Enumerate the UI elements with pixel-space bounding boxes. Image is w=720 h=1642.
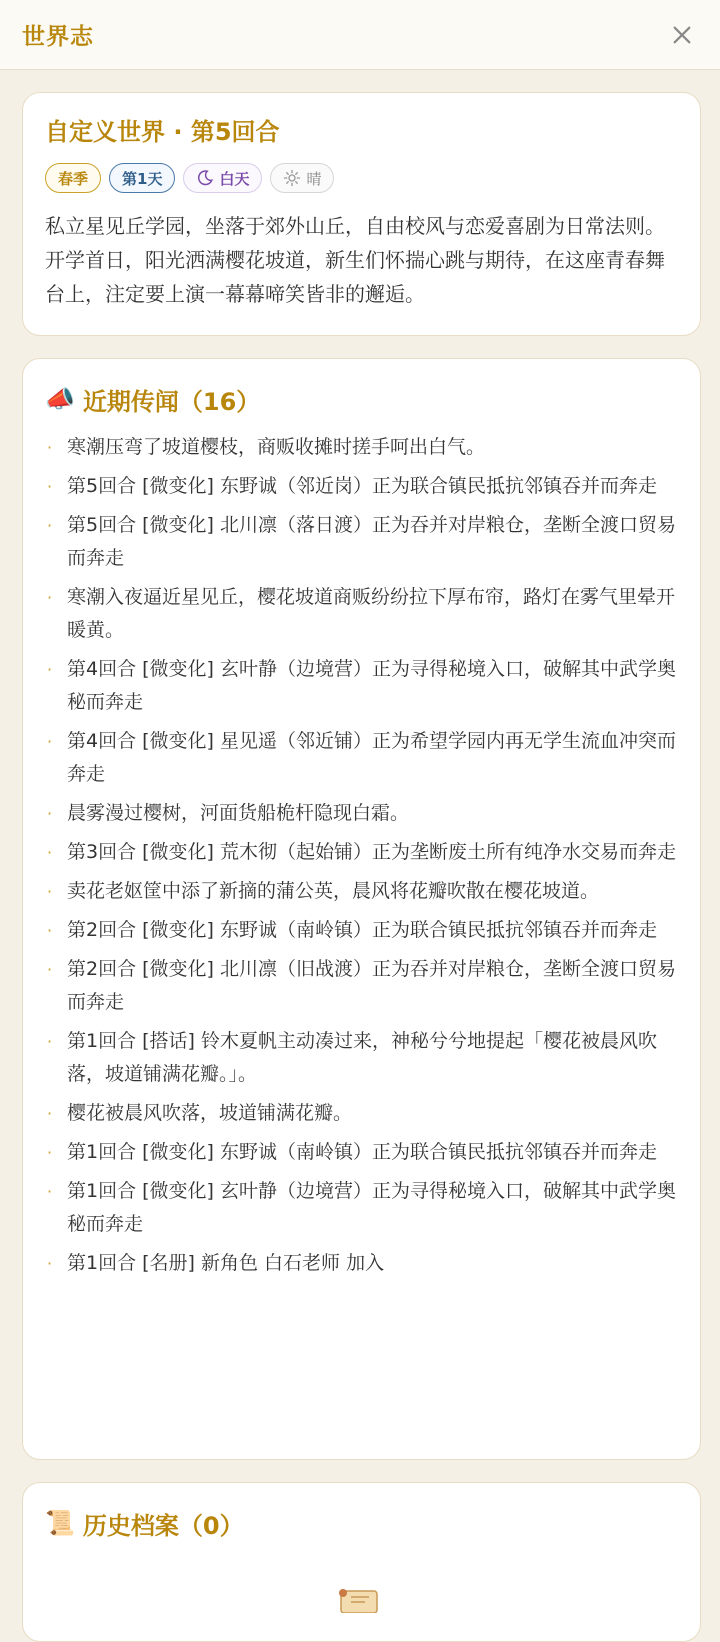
history-title: 历史档案（0） bbox=[82, 1511, 244, 1540]
rumor-text: 第5回合 [微变化] 北川凛（落日渡）正为吞并对岸粮仓，垄断全渡口贸易而奔走 bbox=[67, 514, 676, 569]
bullet-icon: · bbox=[47, 516, 53, 535]
rumor-item bbox=[45, 875, 678, 908]
bullet-icon: · bbox=[47, 588, 53, 607]
rumor-list bbox=[45, 431, 678, 1280]
rumors-title: 近期传闻（16） bbox=[82, 387, 261, 416]
close-icon bbox=[671, 24, 693, 46]
rumor-text: 第1回合 [搭话] 铃木夏帆主动凑过来，神秘兮兮地提起「樱花被晨风吹落，坡道铺满花瓣。」。 bbox=[67, 1030, 657, 1085]
world-description: 私立星见丘学园，坐落于郊外山丘，自由校风与恋爱喜剧为日常法则。开学首日，阳光洒满樱花坡道，新生们怀揣心跳与期待，在这座青春舞台上，注定要上演一幕幕啼笑皆非的邂逅。 bbox=[45, 214, 665, 306]
rumor-item bbox=[45, 470, 678, 503]
bullet-icon: · bbox=[47, 1143, 53, 1162]
empty-scroll-icon bbox=[335, 1583, 383, 1613]
bullet-icon: · bbox=[47, 1182, 53, 1201]
rumors-header bbox=[45, 381, 678, 417]
day-badge bbox=[109, 163, 175, 193]
rumor-text: 寒潮入夜逼近星见丘，樱花坡道商贩纷纷拉下厚布帘，路灯在雾气里晕开暖黄。 bbox=[67, 586, 676, 641]
scroll-icon: 📜 bbox=[45, 1509, 75, 1537]
world-title: 自定义世界 · 第5回合 bbox=[45, 118, 280, 146]
rumor-text: 樱花被晨风吹落，坡道铺满花瓣。 bbox=[67, 1102, 353, 1124]
rumor-item bbox=[45, 509, 678, 575]
rumors-card bbox=[22, 358, 701, 1460]
weather-label: 晴 bbox=[306, 169, 322, 188]
rumor-text: 第3回合 [微变化] 荒木彻（起始铺）正为垄断废土所有纯净水交易而奔走 bbox=[67, 841, 676, 863]
rumor-item bbox=[45, 1025, 678, 1091]
rumor-item bbox=[45, 653, 678, 719]
rumor-item bbox=[45, 431, 678, 464]
world-tags bbox=[45, 163, 678, 195]
world-info-card bbox=[22, 92, 701, 336]
bullet-icon: · bbox=[47, 843, 53, 862]
rumor-item bbox=[45, 1097, 678, 1130]
time-label: 白天 bbox=[219, 169, 250, 188]
rumor-item bbox=[45, 1247, 678, 1280]
bullet-icon: · bbox=[47, 804, 53, 823]
bullet-icon: · bbox=[47, 660, 53, 679]
rumor-text: 第1回合 [微变化] 玄叶静（边境营）正为寻得秘境入口，破解其中武学奥秘而奔走 bbox=[67, 1180, 676, 1235]
rumor-item bbox=[45, 914, 678, 947]
rumor-text: 卖花老妪筐中添了新摘的蒲公英，晨风将花瓣吹散在樱花坡道。 bbox=[67, 880, 600, 902]
close-button[interactable] bbox=[666, 19, 698, 51]
rumor-item bbox=[45, 581, 678, 647]
bullet-icon: · bbox=[47, 882, 53, 901]
season-label: 春季 bbox=[58, 169, 89, 188]
history-card bbox=[22, 1482, 701, 1642]
megaphone-icon: 📣 bbox=[45, 385, 75, 413]
bullet-icon: · bbox=[47, 1254, 53, 1273]
bullet-icon: · bbox=[47, 438, 53, 457]
weather-badge bbox=[270, 163, 334, 193]
rumor-item bbox=[45, 725, 678, 791]
bullet-icon: · bbox=[47, 1104, 53, 1123]
bullet-icon: · bbox=[47, 960, 53, 979]
rumor-item bbox=[45, 836, 678, 869]
rumor-text: 第4回合 [微变化] 玄叶静（边境营）正为寻得秘境入口，破解其中武学奥秘而奔走 bbox=[67, 658, 676, 713]
page-title: 世界志 bbox=[22, 24, 94, 50]
app-header bbox=[0, 0, 720, 70]
rumor-text: 第2回合 [微变化] 北川凛（旧战渡）正为吞并对岸粮仓，垄断全渡口贸易而奔走 bbox=[67, 958, 676, 1013]
season-badge bbox=[45, 163, 101, 193]
time-badge bbox=[183, 163, 262, 193]
rumor-text: 第5回合 [微变化] 东野诚（邻近岗）正为联合镇民抵抗邻镇吞并而奔走 bbox=[67, 475, 657, 497]
rumor-item bbox=[45, 953, 678, 1019]
bullet-icon: · bbox=[47, 732, 53, 751]
bullet-icon: · bbox=[47, 477, 53, 496]
rumor-text: 晨雾漫过樱树，河面货船桅杆隐现白霜。 bbox=[67, 802, 410, 824]
rumor-text: 第2回合 [微变化] 东野诚（南岭镇）正为联合镇民抵抗邻镇吞并而奔走 bbox=[67, 919, 657, 941]
history-header bbox=[45, 1505, 678, 1541]
rumor-item bbox=[45, 1175, 678, 1241]
day-label: 第1天 bbox=[122, 169, 163, 188]
rumor-text: 第1回合 [名册] 新角色 白石老师 加入 bbox=[67, 1252, 385, 1274]
bullet-icon: · bbox=[47, 921, 53, 940]
sun-icon bbox=[283, 169, 301, 187]
rumor-text: 第4回合 [微变化] 星见遥（邻近铺）正为希望学园内再无学生流血冲突而奔走 bbox=[67, 730, 676, 785]
rumor-text: 寒潮压弯了坡道樱枝，商贩收摊时搓手呵出白气。 bbox=[67, 436, 486, 458]
moon-icon bbox=[196, 169, 214, 187]
bullet-icon: · bbox=[47, 1032, 53, 1051]
rumor-text: 第1回合 [微变化] 东野诚（南岭镇）正为联合镇民抵抗邻镇吞并而奔走 bbox=[67, 1141, 657, 1163]
rumor-item bbox=[45, 797, 678, 830]
rumor-item bbox=[45, 1136, 678, 1169]
